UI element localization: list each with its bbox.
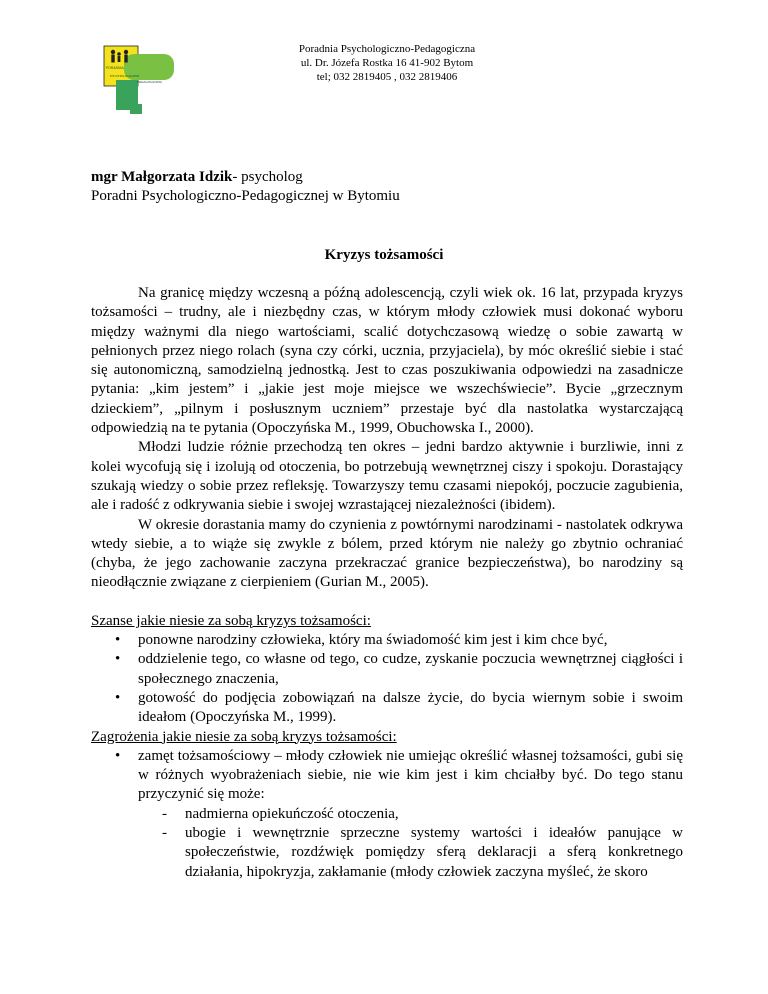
bullet-icon: • xyxy=(115,632,121,649)
logo-text-mid: PSYCHOLOGICZNO xyxy=(110,74,140,78)
letterhead-phone: tel; 032 2819405 , 032 2819406 xyxy=(316,71,458,83)
logo-text-bottom: PEDAGOGICZNA xyxy=(137,80,162,84)
author-institution: Poradni Psychologiczno-Pedagogicznej w Bytomiu xyxy=(91,188,400,204)
paragraph: Młodzi ludzie różnie przechodzą ten okres – jedni bardzo aktywnie i burzliwie, inni z kolei wycofują się i izolują od otoczenia, bo potrzebują wewnętrznej ciszy i spokoju. Dorastający szukają wiedzy o sobie przez refleksję. Towarzyszy temu czasami niepokój, poczucie zagubienia, ale i radość z odkrywania siebie i swojej wzrastającej niezależności (ibidem). xyxy=(91,439,683,514)
sublist-item: - ubogie i wewnętrznie sprzeczne systemy wartości i ideałów panujące w społeczeństwie, rozdźwięk pomiędzy sferą deklaracji a sferą konkretnego działania, hipokryzja, zakłamanie (młody człowiek zaczyna myśleć, że skoro xyxy=(162,825,683,880)
list-item: • gotowość do podjęcia zobowiązań na dalsze życie, do bycia wiernym sobie i swoim ideałom (Opoczyńska M., 1999). xyxy=(115,689,683,726)
bullet-icon: • xyxy=(115,689,121,706)
document-title: Kryzys tożsamości xyxy=(324,247,444,263)
author-block xyxy=(91,168,400,206)
threats-list xyxy=(91,747,683,882)
bullet-icon: • xyxy=(115,651,121,668)
bullet-icon: • xyxy=(115,747,121,764)
dash-icon: - xyxy=(162,825,167,842)
paragraph: W okresie dorastania mamy do czynienia z powtórnymi narodzinami - nastolatek odkrywa wtedy siebie, a to wiąże się zwykle z bólem, przed którym nie należy go zbytnio ochraniać (chyba, że jego zachowanie zaczyna przekraczać granice bezpieczeństwa), bo narodziny są nieodłącznie związane z cierpieniem (Gurian M., 2005). xyxy=(91,516,683,591)
section-heading-opportunities: Szanse jakie niesie za sobą kryzys tożsamości: xyxy=(91,612,371,629)
paragraph: Na granicę między wczesną a późną adolescencją, czyli wiek ok. 16 lat, przypada kryzys tożsamości – trudny, ale i niezbędny czas, w którym młody człowiek musi dokonać wyboru między ważnymi dla niego wartościami, scalić dotychczasową wiedzę o sobie zawartą w pełnionych przez niego rolach (syna czy córki, ucznia, przyjaciela), by móc określić siebie i stać się autonomiczną, samodzielną jednostką. Jest to czas poszukiwania odpowiedzi na zasadnicze pytania: „kim jestem” i „jakie jest moje miejsce we wszechświecie”. Bycie „grzecznym dzieckiem”, „pilnym i posłusznym uczniem” przestaje być dla nastolatka wystarczającą odpowiedzią na te pytania (Opoczyńska M., 1999, Obuchowska I., 2000). xyxy=(91,285,683,437)
author-role: - psycholog xyxy=(232,169,303,185)
author-name: mgr Małgorzata Idzik xyxy=(91,169,233,185)
letterhead-address: ul. Dr. Józefa Rostka 16 41-902 Bytom xyxy=(300,57,474,69)
list-item: • ponowne narodziny człowieka, który ma świadomość kim jest i kim chce być, xyxy=(138,631,683,650)
list-item: • zamęt tożsamościowy – młody człowiek nie umiejąc określić własnej tożsamości, gubi się w różnych wyobrażeniach siebie, nie wie kim jest i kim chciałby być. Do tego stanu przyczynić się może: - nadmierna opiekuńczość otoczenia, - ubogie i wewnętrznie sprzeczne systemy wartości i ideałów panujące w społeczeństwie, rozdźwięk pomiędzy sferą deklaracji a sferą konkretnego działania, hipokryzja, zakłamanie (młody człowiek zaczyna myśleć, że skoro xyxy=(138,747,683,882)
letterhead xyxy=(260,42,514,84)
institution-logo xyxy=(102,44,178,118)
list-item: • oddzielenie tego, co własne od tego, co cudze, zyskanie poczucia wewnętrznej ciągłości i społecznego znaczenia, xyxy=(115,651,683,687)
threats-sublist xyxy=(138,805,683,882)
sublist-item: - nadmierna opiekuńczość otoczenia, xyxy=(185,805,683,824)
dash-icon: - xyxy=(162,805,167,822)
logo-text-top: PORADNIA xyxy=(106,66,124,70)
logo-step xyxy=(130,104,142,114)
letterhead-name: Poradnia Psychologiczno-Pedagogiczna xyxy=(298,43,476,55)
document-body xyxy=(91,284,683,882)
opportunities-list xyxy=(91,631,683,727)
section-heading-threats: Zagrożenia jakie niesie za sobą kryzys tożsamości: xyxy=(91,728,397,745)
